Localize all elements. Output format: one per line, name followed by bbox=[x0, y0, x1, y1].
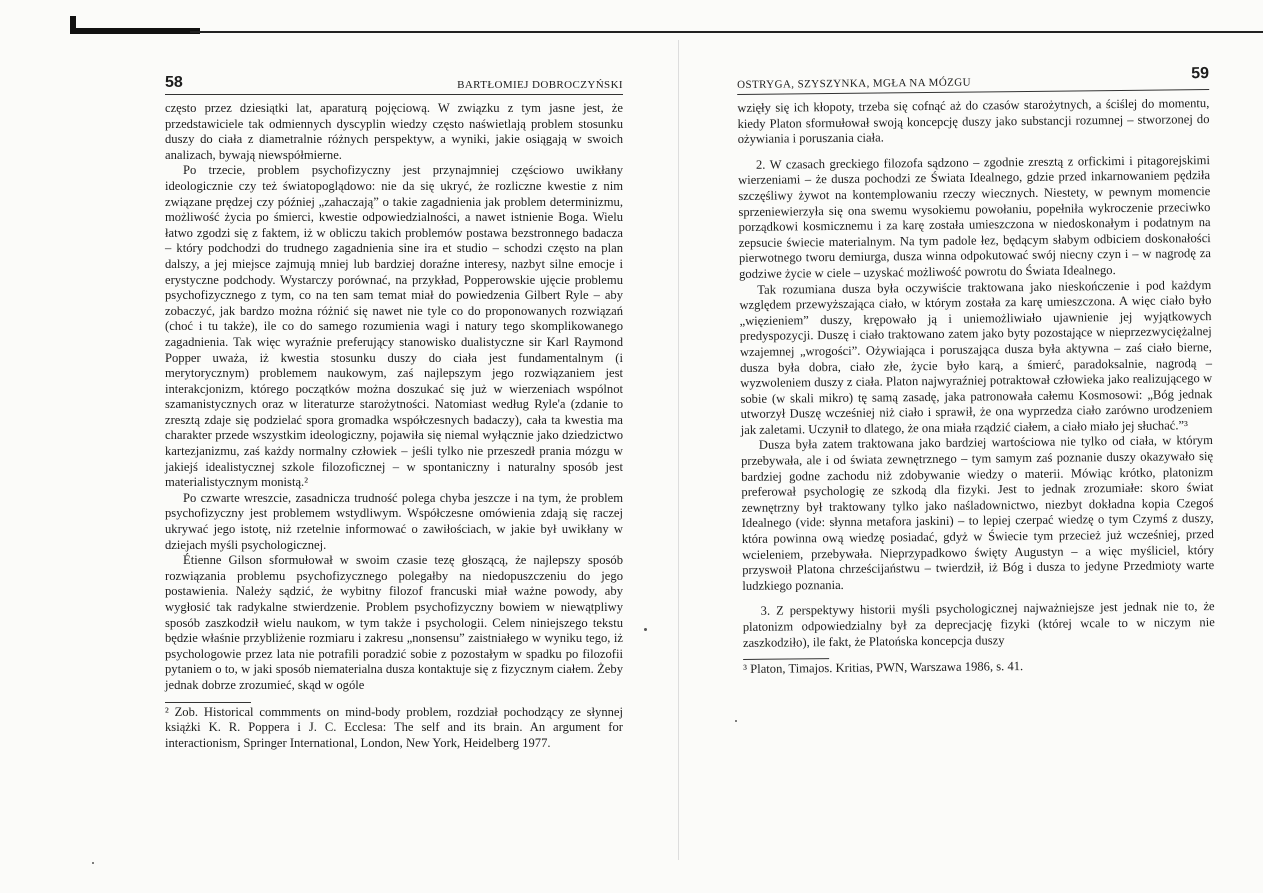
scan-speck bbox=[92, 862, 94, 864]
paragraph: Étienne Gilson sformułował w swoim czasie tezę głoszącą, że najlepszy sposób rozwiązania problemu psychofizycznego polegałby na niedopuszczeniu do jego postawienia. Należy sądzić, że wybitny filozof francuski miał ważne powody, aby wygłosić tak radykalne stwierdzenie. Problem psychofizyczny bowiem w niewątpliwy sposób zaszkodził wielu naukom, w tym także i psychologii. Celem niniejszego tekstu będzie właśnie przybliżenie rozmiaru i zakresu „nonsensu” zaistniałego w wyniku tego, iż psychologowie przez lata nie potrafili poradzić sobie z pozostałym w spadku po filozofii pytaniem o to, w jaki sposób niematerialna dusza kontaktuje się z fizycznym ciałem. Żeby jednak dobrze zrozumieć, skąd w ogóle bbox=[165, 553, 623, 692]
section-paragraph: 2. W czasach greckiego filozofa sądzono – zgodnie zresztą z orfickimi i pitagorejskimi wierzeniami – że dusza pochodzi ze Świata Idealnego, gdzie przed inkarnowaniem pędziła szczęśliwy żywot na kontemplowaniu rzeczy wiecznych. Niestety, w pewnym momencie sprzeniewierzyła się ona swemu wysokiemu powołaniu, popełniła wykroczenie przeciwko porządkowi kosmicznemu i za karę została umieszczona w niedoskonałym i podatnym na zepsucie świecie materialnym. Na tym padole łez, będącym słabym odbiciem doskonałości pierwotnego tworu demiurga, dusza winna odpokutować swój niecny czyn i – w nagrodę za godziwe życie w ciele – uzyskać możliwość powrotu do Świata Idealnego. bbox=[738, 152, 1211, 281]
scan-mark bbox=[70, 16, 76, 28]
scan-speck bbox=[644, 628, 647, 631]
left-page-header bbox=[165, 74, 623, 95]
scan-edge-thick bbox=[70, 28, 200, 34]
scan-speck bbox=[735, 720, 737, 722]
right-page-header bbox=[737, 65, 1210, 95]
running-head: BARTŁOMIEJ DOBROCZYŃSKI bbox=[457, 79, 623, 91]
book-spine bbox=[678, 40, 679, 860]
page-number: 59 bbox=[1191, 65, 1210, 83]
paragraph: Po trzecie, problem psychofizyczny jest przynajmniej częściowo uwikłany ideologicznie czy też światopoglądowo: nie da się ukryć, że rozliczne kwestie z nim związane prędzej czy później „zahaczają” o takie zagadnienia jak problem determinizmu, możliwość życia po śmierci, kwestie odpowiedzialności, a nawet istnienie Boga. Wielu łatwo zgodzi się z faktem, iż w obliczu takich problemów postawa bezstronnego badacza – który podchodzi do trudnego zagadnienia sine ira et studio – schodzi często na plan dalszy, a jej miejsce zajmują mniej lub bardziej doraźne interesy, nazbyt silne emocje i erystyczne podchody. Wystarczy porównać, na przykład, Popperowskie ujęcie problemu psychofizycznego z tym, co na ten sam temat miał do powiedzenia Gilbert Ryle – aby zobaczyć, jak bardzo można różnić się nawet nie tyle co do proponowanych rozwiązań (choć i tu także), ile co do samego rozumienia wagi i natury tego skomplikowanego zagadnienia. Tak więc wyraźnie preferujący stanowisko dualistyczne sir Karl Raymond Popper uważa, iż kwestia stosunku duszy do ciała jest fundamentalnym (i merytorycznym) problemem naukowym, zaś najlepszym jego rozwiązaniem jest interakcjonizm, którego początków można doszukać się już w wierzeniach wspólnot szamanistycznych oraz w literaturze starożytności. Natomiast według Ryle'a (zdanie to zresztą zdaje się podzielać spora gromadka współczesnych badaczy), cała ta kwestia ma charakter przede wszystkim ideologiczny, pojawiła się niemal wyłącznie jako dziedzictwo kartezjanizmu, zaś każdy normalny człowiek – jeśli tylko nie przeszedł prania mózgu w jakiejś idealistycznej szkole filozoficznej – w spontaniczny i naturalny sposób jest materialistycznym monistą.² bbox=[165, 163, 623, 490]
footnote-rule bbox=[165, 702, 251, 703]
footnote: ³ Platon, Timajos. Kritias, PWN, Warszawa 1986, s. 41. bbox=[743, 659, 1024, 677]
footnote: ² Zob. Historical commments on mind-body problem, rozdział pochodzący ze słynnej książki K. R. Poppera i J. C. Ecclesa: The self and its brain. An argument for interactionism, Springer International, London, New York, Heidelberg 1977. bbox=[165, 704, 623, 750]
footnote-rule bbox=[743, 658, 829, 660]
page-number: 58 bbox=[165, 74, 183, 91]
paragraph: Tak rozumiana dusza była oczywiście traktowana jako nieskończenie i pod każdym względem przewyższająca ciało, w którym została za karę umieszczona. A więc ciało było „więzieniem” duszy, krępowało ją i uniemożliwiało ujawnienie jej wyjątkowych predyspozycji. Duszę i ciało traktowano zatem jako byty pozostające w nieprzezwyciężalnej wzajemnej „wrogości”. Ożywiająca i poruszająca dusza była aktywna – zaś ciało bierne, dusza była dobra, ciało złe, życie było karą, a śmierć, paradoksalnie, nagrodą – wyzwoleniem duszy z ciała. Platon najwyraźniej potraktował człowieka jako realizującego w sobie (w skali mikro) tę samą zasadę, jaka patronowała całemu Kosmosowi: „Bóg jednak utworzył Duszę wcześniej niż ciało i sprawił, że ona wyprzedza ciało zarówno urodzeniem jak zaletami. Uczynił to dlatego, że ona miała rządzić ciałem, a ciało miało jej słuchać.”³ bbox=[739, 277, 1213, 437]
left-page-body bbox=[165, 101, 623, 751]
paragraph: Po czwarte wreszcie, zasadnicza trudność polega chyba jeszcze i na tym, że problem psychofizyczny jest problemem wstydliwym. Współczesne omówienia zdają się raczej ukrywać jego istotę, niż rzetelnie informować o zawiłościach, w jakie był uwikłany w dziejach myśli psychologicznej. bbox=[165, 490, 623, 552]
left-page bbox=[165, 74, 623, 751]
scan-top-edge bbox=[70, 25, 1263, 37]
paragraph: często przez dziesiątki lat, aparaturą pojęciową. W związku z tym jasne jest, że przedstawiciele tak odmiennych dyscyplin wiedzy często naświetlają problem stosunku duszy do ciała z diametralnie różnych perspektyw, a wyniki, jakie osiągają w swoich analizach, bywają niewspółmierne. bbox=[165, 101, 623, 162]
right-page bbox=[737, 65, 1215, 678]
scan-edge-line bbox=[190, 31, 1263, 33]
section-paragraph: 3. Z perspektywy historii myśli psychologicznej najważniejsze jest jednak nie to, że platonizm odpowiedzialny był za deprecjację fizyki (której wcale to w niczym nie zaszkodziło), ile fakt, że Platońska koncepcja duszy bbox=[742, 599, 1215, 650]
running-head: OSTRYGA, SZYSZYNKA, MGŁA NA MÓZGU bbox=[737, 76, 972, 91]
paragraph: wzięły się ich kłopoty, trzeba się cofnąć aż do czasów starożytnych, a ściślej do momentu, kiedy Platon sformułował swoją koncepcję duszy jako substancji rozumnej – stworzonej do ożywiania i poruszania ciała. bbox=[737, 96, 1210, 147]
paragraph: Dusza była zatem traktowana jako bardziej wartościowa nie tylko od ciała, w którym przebywała, ale i od świata zewnętrznego – tym samym zaś poznanie duszy okazywało się bardziej godne zachodu niż zdobywanie wiedzy o materii. Mówiąc krótko, platonizm preferował psychologię ze szkodą dla fizyki. Jest to jednak zrozumiałe: skoro świat zewnętrzny był traktowany tylko jako naśladownictwo, niezbyt dokładna kopia Czegoś Idealnego (vide: słynna metafora jaskini) – to lepiej czerpać wiedzę o tym Czymś z duszy, która powinna ową wiedzę posiadać, gdyż w Świecie tym przecież już wcześniej, przed wcieleniem, przebywała. Nieprzypadkowo święty Augustyn – a więc myśliciel, który przyswoił Platona chrześcijaństwu – twierdził, iż Bóg i dusza to jedyne Przedmioty warte ludzkiego poznania. bbox=[740, 433, 1215, 593]
right-page-body bbox=[737, 96, 1215, 678]
